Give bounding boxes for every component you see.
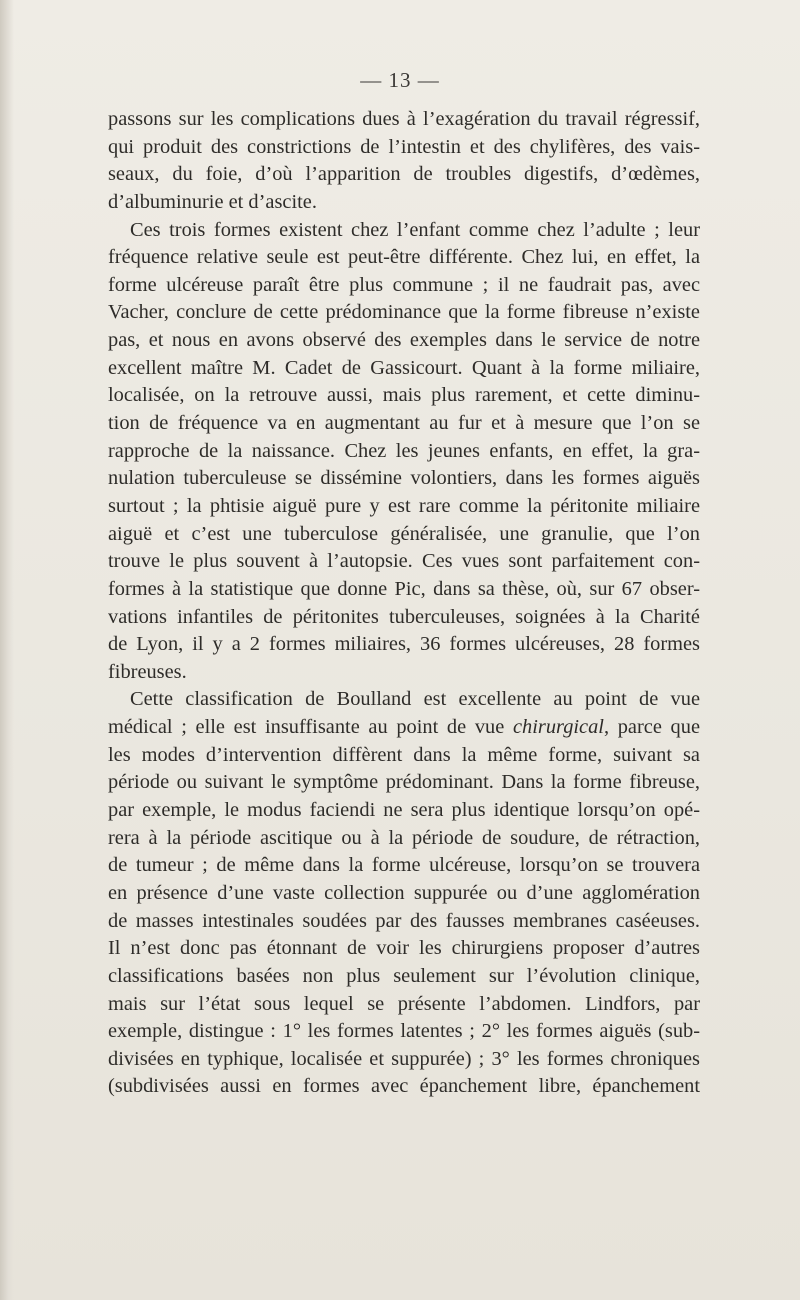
text-line: Il n’est donc pas étonnant de voir les chirurgiens proposer d’autres <box>108 937 700 960</box>
text-line: de masses intestinales soudées par des fausses membranes caséeuses. <box>108 909 700 932</box>
text-line: Cette classification de Boulland est excellente au point de vue <box>130 688 700 711</box>
text-line: seaux, du foie, d’où l’apparition de troubles digestifs, d’œdèmes, <box>108 163 700 186</box>
text-line: les modes d’intervention diffèrent dans la même forme, suivant sa <box>108 743 700 766</box>
text-line: tion de fréquence va en augmentant au fur et à mesure que l’on se <box>108 412 700 435</box>
text-line: de tumeur ; de même dans la forme ulcéreuse, lorsqu’on se trouvera <box>108 854 700 877</box>
text-line: pas, et nous en avons observé des exemples dans le service de notre <box>108 329 700 352</box>
text-segment: , parce que <box>603 716 700 739</box>
text-line: trouve le plus souvent à l’autopsie. Ces vues sont parfaitement con- <box>108 550 700 573</box>
page-edge-shadow <box>0 0 14 1300</box>
page-number: — 13 — <box>360 68 440 92</box>
text-line: divisées en typhique, localisée et suppurée) ; 3° les formes chroniques <box>108 1047 700 1070</box>
text-line: qui produit des constrictions de l’intestin et des chylifères, des vais- <box>108 135 700 158</box>
text-line: nulation tuberculeuse se dissémine volontiers, dans les formes aiguës <box>108 467 700 490</box>
text-line: par exemple, le modus faciendi ne sera plus identique lorsqu’on opé- <box>108 799 700 822</box>
text-line: (subdivisées aussi en formes avec épanchement libre, épanchement <box>108 1075 700 1098</box>
text-line: rera à la période ascitique ou à la période de soudure, de rétraction, <box>108 826 700 849</box>
text-line: fibreuses. <box>108 660 187 683</box>
text-line: mais sur l’état sous lequel se présente l’abdomen. Lindfors, par <box>108 992 700 1015</box>
text-line: localisée, on la retrouve aussi, mais plus rarement, et cette diminu- <box>108 384 700 407</box>
text-line: passons sur les complications dues à l’exagération du travail régressif, <box>108 108 700 130</box>
text-segment: médical ; elle est insuffisante au point de vue <box>108 716 513 739</box>
text-line: formes à la statistique que donne Pic, dans sa thèse, où, sur 67 obser- <box>108 577 700 600</box>
text-line: d’albuminurie et d’ascite. <box>108 190 317 213</box>
text-line: de Lyon, il y a 2 formes miliaires, 36 formes ulcéreuses, 28 formes <box>108 633 700 656</box>
text-line: rapproche de la naissance. Chez les jeunes enfants, en effet, la gra- <box>108 439 700 462</box>
text-line: en présence d’une vaste collection suppurée ou d’une agglomération <box>108 881 700 904</box>
text-line: Vacher, conclure de cette prédominance que la forme fibreuse n’existe <box>108 301 700 324</box>
text-line: surtout ; la phtisie aiguë pure y est rare comme la péritonite miliaire <box>108 494 700 517</box>
text-line: vations infantiles de péritonites tuberculeuses, soignées à la Charité <box>108 605 700 628</box>
text-line: fréquence relative seule est peut-être différente. Chez lui, en effet, la <box>108 246 700 269</box>
text-line: forme ulcéreuse paraît être plus commune ; il ne faudrait pas, avec <box>108 273 700 296</box>
text-line <box>108 714 700 742</box>
text-line: aiguë et c’est une tuberculose généralisée, une granulie, que l’on <box>108 522 700 545</box>
text-line: excellent maître M. Cadet de Gassicourt. Quant à la forme miliaire, <box>108 356 700 379</box>
text-line: exemple, distingue : 1° les formes latentes ; 2° les formes aiguës (sub- <box>108 1020 700 1043</box>
body-text <box>108 106 700 1101</box>
text-line: classifications basées non plus seulement sur l’évolution clinique, <box>108 964 700 987</box>
text-line: période ou suivant le symptôme prédominant. Dans la forme fibreuse, <box>108 771 700 794</box>
text-line: Ces trois formes existent chez l’enfant comme chez l’adulte ; leur <box>130 218 700 241</box>
italic-segment: chirurgical <box>512 716 604 739</box>
